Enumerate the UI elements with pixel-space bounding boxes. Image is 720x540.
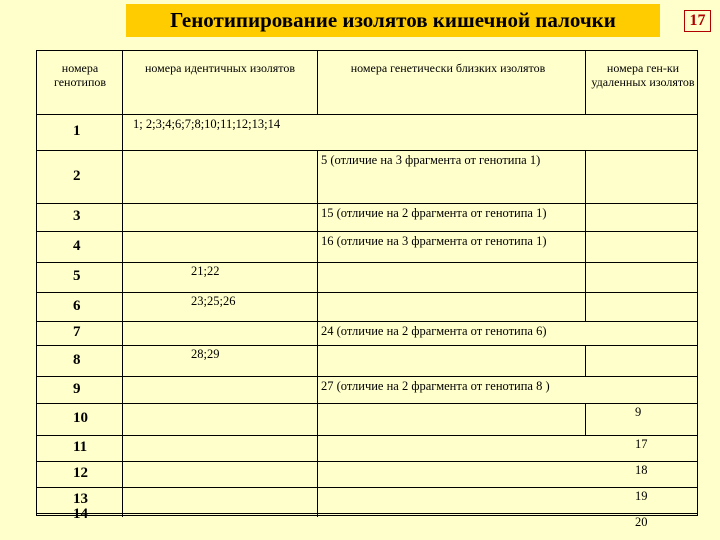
- header-distant-isolates: номера ген-ки удаленных изолятов: [591, 61, 695, 89]
- distant-isolates-cell: 9: [635, 405, 642, 419]
- genotype-number: 8: [73, 351, 81, 368]
- table-row-divider: [37, 321, 697, 322]
- distant-isolates-cell: 19: [635, 489, 648, 503]
- table-column-divider: [585, 345, 586, 376]
- table-row-divider: [37, 203, 697, 204]
- close-isolates-cell: 15 (отличие на 2 фрагмента от генотипа 1): [321, 206, 547, 220]
- identical-isolates-cell: 21;22: [191, 264, 220, 278]
- table-row-divider: [37, 292, 697, 293]
- table-column-divider: [317, 51, 318, 114]
- genotype-table: [36, 50, 698, 529]
- genotype-number: 5: [73, 268, 81, 284]
- identical-isolates-cell: 23;25;26: [191, 294, 236, 308]
- identical-isolates-cell: 28;29: [191, 347, 220, 361]
- genotype-number: 14: [73, 506, 88, 522]
- table-row-divider: [37, 403, 697, 404]
- table-row-divider: [37, 231, 697, 232]
- genotype-number: 11: [73, 439, 88, 455]
- table-column-divider: [122, 51, 123, 517]
- table-row-divider: [37, 513, 697, 514]
- close-isolates-cell: 24 (отличие на 2 фрагмента от генотипа 6): [321, 324, 547, 338]
- header-close-isolates: номера генетически близких изолятов: [350, 61, 546, 75]
- header-genotype-numbers: номера генотипов: [53, 61, 107, 89]
- table-row-divider: [37, 345, 697, 346]
- genotype-number: 3: [73, 208, 81, 224]
- table-row-divider: [37, 150, 697, 151]
- header-identical-isolates: номера идентичных изолятов: [144, 61, 296, 75]
- distant-isolates-cell: 20: [635, 515, 648, 529]
- table-row-divider: [37, 461, 697, 462]
- genotype-number: 13: [73, 491, 88, 507]
- close-isolates-cell: 5 (отличие на 3 фрагмента от генотипа 1): [321, 153, 541, 167]
- table-row-divider: [37, 435, 697, 436]
- distant-isolates-cell: 17: [635, 437, 648, 451]
- table-column-divider: [585, 150, 586, 321]
- genotype-number: 9: [73, 380, 81, 397]
- table-row-divider: [37, 376, 697, 377]
- genotype-number: 2: [73, 167, 81, 184]
- genotype-number: 4: [73, 237, 81, 254]
- close-isolates-cell: 16 (отличие на 3 фрагмента от генотипа 1): [321, 234, 547, 248]
- identical-isolates-cell: 1; 2;3;4;6;7;8;10;11;12;13;14: [133, 117, 281, 131]
- slide-number: 17: [684, 10, 711, 32]
- table-column-divider: [317, 150, 318, 517]
- genotype-number: 12: [73, 465, 88, 481]
- genotype-number: 7: [73, 324, 81, 340]
- genotype-number: 6: [73, 297, 81, 314]
- table-column-divider: [585, 403, 586, 435]
- table-row-divider: [37, 114, 697, 115]
- slide-title: Генотипирование изолятов кишечной палочки: [126, 4, 660, 37]
- table-row-divider: [37, 262, 697, 263]
- close-isolates-cell: 27 (отличие на 2 фрагмента от генотипа 8 ): [321, 379, 550, 393]
- distant-isolates-cell: 18: [635, 463, 648, 477]
- genotype-number: 10: [73, 410, 88, 426]
- genotype-number: 1: [73, 123, 81, 139]
- table-column-divider: [585, 51, 586, 114]
- table-row-divider: [37, 487, 697, 488]
